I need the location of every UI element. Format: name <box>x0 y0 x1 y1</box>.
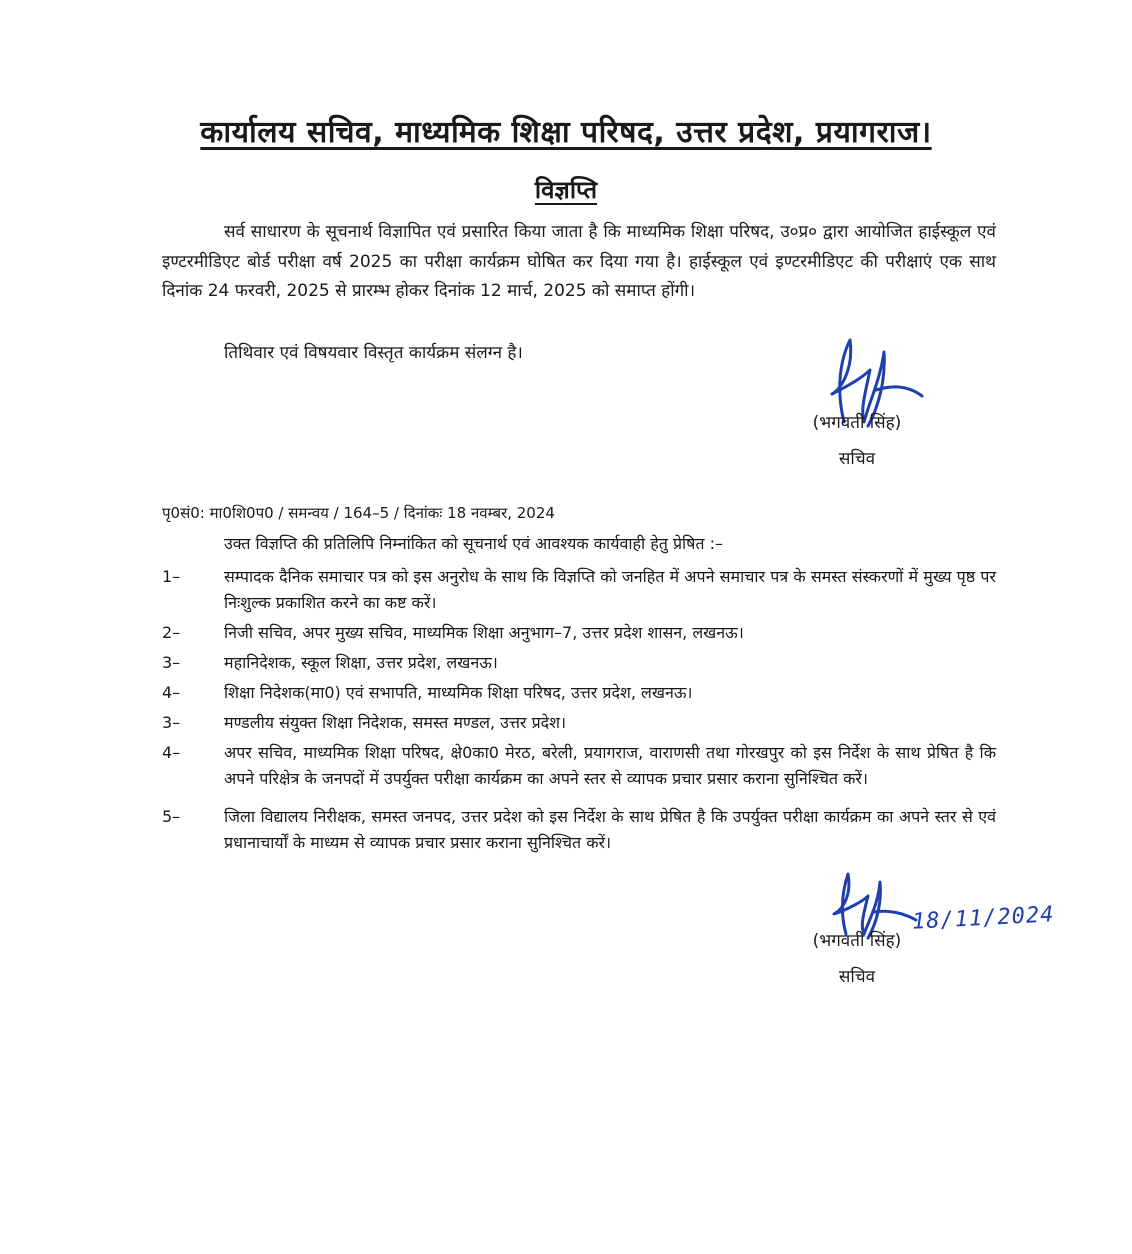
distribution-item-number: 5– <box>162 807 181 826</box>
distribution-item <box>162 680 996 706</box>
distribution-item <box>162 650 996 676</box>
signatory-name: (भगवती सिंह) <box>812 931 902 951</box>
distribution-item-number: 4– <box>162 683 181 702</box>
signatory-designation: सचिव <box>838 449 876 469</box>
distribution-item <box>162 620 996 646</box>
office-heading <box>0 110 1132 151</box>
distribution-item-text: जिला विद्यालय निरीक्षक, समस्त जनपद, उत्तर प्रदेश को इस निर्देश के साथ प्रेषित है कि उपर्युक्त परीक्षा कार्यक्रम का अपने स्तर से एवं प्रधानाचार्यों के माध्यम से व्यापक प्रचार प्रसार कराना सुनिश्चित करें। <box>224 807 996 852</box>
distribution-item-text: मण्डलीय संयुक्त शिक्षा निदेशक, समस्त मण्डल, उत्तर प्रदेश। <box>224 713 567 732</box>
distribution-item <box>162 804 996 856</box>
distribution-item <box>162 710 996 736</box>
signatory-designation: सचिव <box>838 967 876 987</box>
notice-title <box>0 173 1132 206</box>
distribution-item-text: अपर सचिव, माध्यमिक शिक्षा परिषद, क्षे0का0 मेरठ, बरेली, प्रयागराज, वाराणसी तथा गोरखपुर को इस निर्देश के साथ प्रेषित है कि अपने परिक्षेत्र के जनपदों में उपर्युक्त परीक्षा कार्यक्रम का अपने स्तर से व्यापक प्रचार प्रसार कराना सुनिश्चित करें। <box>224 743 996 788</box>
signatory-name: (भगवती सिंह) <box>812 413 902 433</box>
distribution-intro: उक्त विज्ञप्ति की प्रतिलिपि निम्नांकित को सूचनार्थ एवं आवश्यक कार्यवाही हेतु प्रेषित :– <box>224 534 724 553</box>
distribution-item-number: 3– <box>162 713 181 732</box>
distribution-list <box>162 564 996 860</box>
notice-paragraph-attachment: तिथिवार एवं विषयवार विस्तृत कार्यक्रम संलग्न है। <box>224 343 523 363</box>
distribution-item-number: 3– <box>162 653 181 672</box>
signature-block-2 <box>792 928 922 992</box>
distribution-item-text: महानिदेशक, स्कूल शिक्षा, उत्तर प्रदेश, लखनऊ। <box>224 653 498 672</box>
reference-number: पृ0सं0: मा0शि0प0 / समन्वय / 164–5 / दिनांकः 18 नवम्बर, 2024 <box>162 504 555 522</box>
distribution-item-number: 1– <box>162 567 181 586</box>
distribution-item-text: सम्पादक दैनिक समाचार पत्र को इस अनुरोध के साथ कि विज्ञप्ति को जनहित में अपने समाचार पत्र के समस्त संस्करणों में मुख्य पृष्ठ पर निःशुल्क प्रकाशित करने का कष्ट करें। <box>224 567 996 612</box>
signature-block-1 <box>792 410 922 474</box>
distribution-item-text: निजी सचिव, अपर मुख्य सचिव, माध्यमिक शिक्षा अनुभाग–7, उत्तर प्रदेश शासन, लखनऊ। <box>224 623 744 642</box>
office-heading-text: कार्यालय सचिव, माध्यमिक शिक्षा परिषद, उत्तर प्रदेश, प्रयागराज। <box>200 115 932 150</box>
notice-paragraph-main: सर्व साधारण के सूचनार्थ विज्ञापित एवं प्रसारित किया जाता है कि माध्यमिक शिक्षा परिषद, उ०प्र० द्वारा आयोजित हाईस्कूल एवं इण्टरमीडिएट बोर्ड परीक्षा वर्ष 2025 का परीक्षा कार्यक्रम घोषित कर दिया गया है। हाईस्कूल एवं इण्टरमीडिएट की परीक्षाएं एक साथ दिनांक 24 फरवरी, 2025 से प्रारम्भ होकर दिनांक 12 मार्च, 2025 को समाप्त होंगी। <box>162 222 996 301</box>
notice-title-text: विज्ञप्ति <box>534 176 598 204</box>
distribution-item <box>162 564 996 616</box>
distribution-item <box>162 740 996 792</box>
distribution-item-number: 4– <box>162 743 181 762</box>
distribution-item-text: शिक्षा निदेशक(मा0) एवं सभापति, माध्यमिक शिक्षा परिषद, उत्तर प्रदेश, लखनऊ। <box>224 683 693 702</box>
handwritten-date: 18/11/2024 <box>911 902 1056 935</box>
distribution-item-number: 2– <box>162 623 181 642</box>
